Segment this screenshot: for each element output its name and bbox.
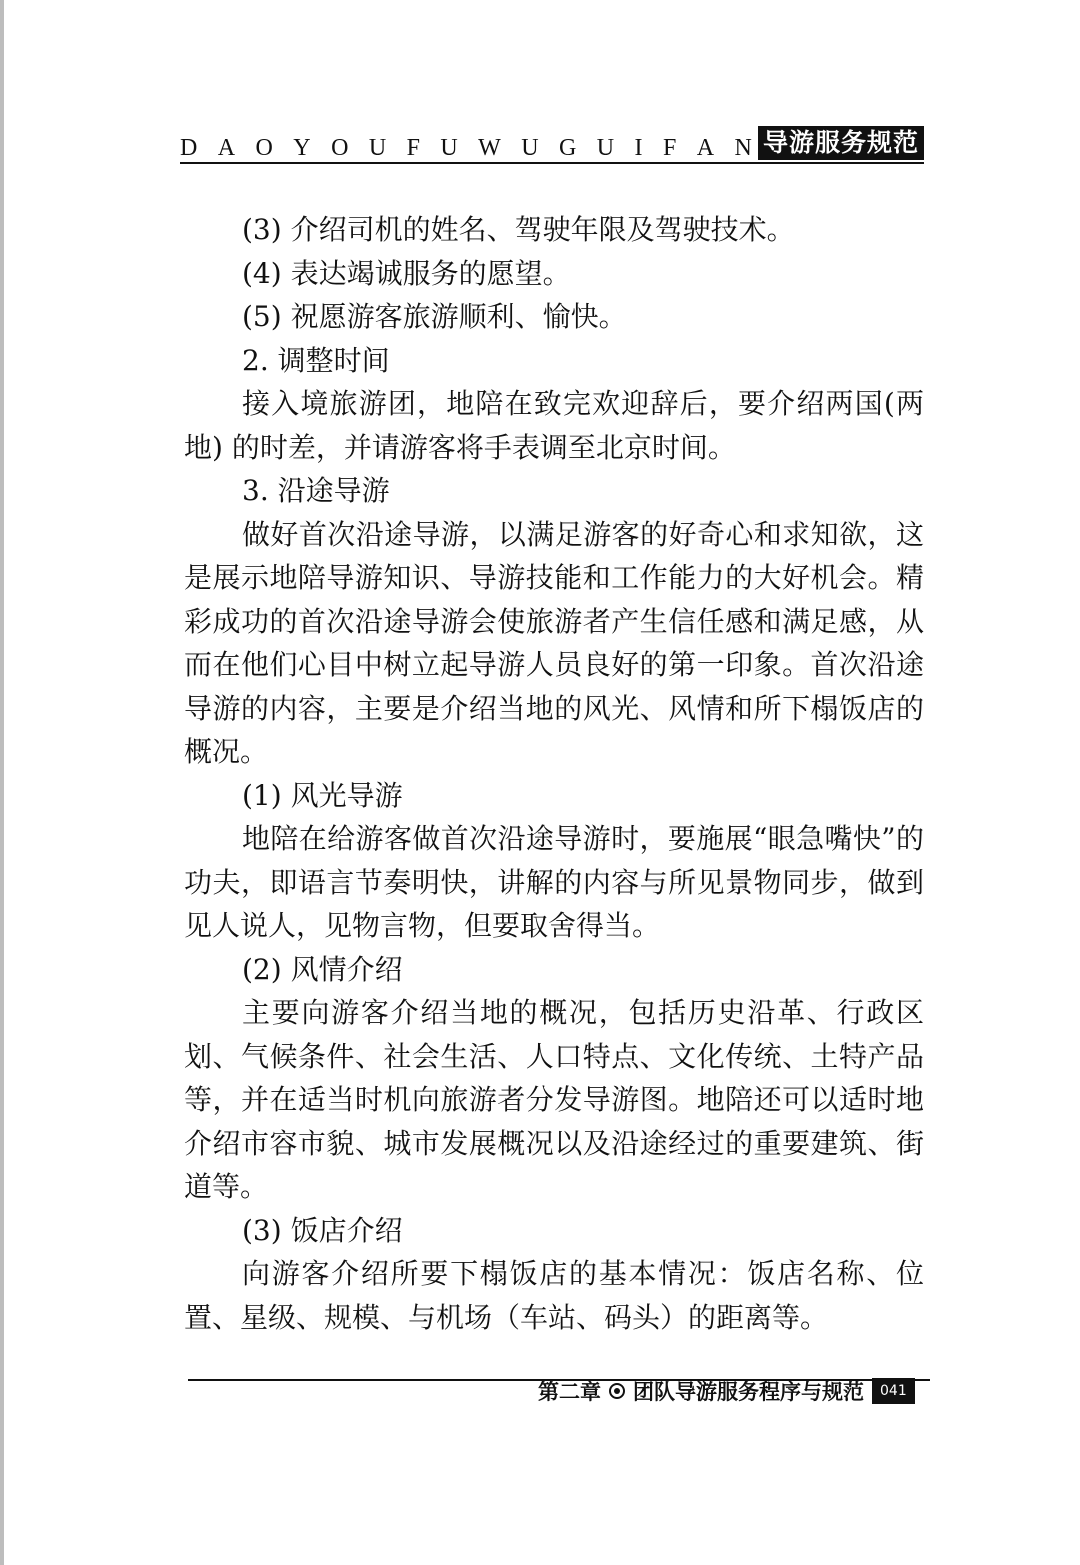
header-letter: U — [521, 135, 539, 161]
header-divider — [180, 162, 924, 164]
paragraph: 地陪在给游客做首次沿途导游时，要施展“眼急嘴快”的功夫，即语言节奏明快，讲解的内容与所见景物同步，做到见人说人，见物言物，但要取舍得当。 — [184, 822, 924, 942]
subsection-heading: (3) 饭店介绍 — [242, 1213, 403, 1247]
list-item: (5) 祝愿游客旅游顺利、愉快。 — [242, 300, 627, 333]
header-letter: F — [406, 135, 420, 161]
header-letter: I — [634, 135, 643, 161]
paragraph: 做好首次沿途导游，以满足游客的好奇心和求知欲，这是展示地陪导游知识、导游技能和工作能力的大好机会。精彩成功的首次沿途导游会使旅游者产生信任感和满足感，从而在他们心目中树立起导游人员良好的第一印象。首次沿途导游的内容，主要是介绍当地的风光、风情和所下榻饭店的概况。 — [184, 517, 924, 768]
header-letter: O — [331, 135, 349, 161]
footer-chapter: 第二章 — [538, 1380, 601, 1404]
header-letter: O — [255, 135, 273, 161]
header-letter: W — [478, 135, 501, 161]
header-letter: U — [440, 135, 458, 161]
list-item: (3) 介绍司机的姓名、驾驶年限及驾驶技术。 — [242, 213, 795, 246]
page-body — [184, 208, 924, 1339]
header-letter: Y — [293, 135, 311, 161]
list-item: (4) 表达竭诚服务的愿望。 — [242, 256, 571, 290]
header-letter: A — [696, 135, 715, 161]
page-number: 041 — [872, 1378, 915, 1404]
running-header — [180, 126, 924, 166]
subsection-heading: (2) 风情介绍 — [242, 952, 403, 986]
header-letter: F — [662, 135, 677, 161]
header-pinyin — [180, 134, 752, 162]
paragraph: 接入境旅游团，地陪在致完欢迎辞后，要介绍两国(两地) 的时差，并请游客将手表调至北京时间。 — [184, 387, 924, 464]
header-letter: A — [217, 135, 236, 161]
paragraph: 向游客介绍所要下榻饭店的基本情况：饭店名称、位置、星级、规模、与机场（车站、码头）的距离等。 — [184, 1257, 924, 1334]
subsection-heading: (1) 风光导游 — [242, 778, 403, 812]
running-footer — [538, 1374, 915, 1408]
section-heading: 3. 沿途导游 — [242, 474, 390, 507]
header-book-title: 导游服务规范 — [758, 126, 924, 160]
bullet-icon — [609, 1383, 625, 1399]
header-letter: N — [734, 135, 752, 161]
header-letter: D — [180, 135, 198, 161]
header-letter: U — [596, 135, 615, 161]
section-heading: 2. 调整时间 — [242, 343, 390, 377]
header-letter: U — [368, 135, 387, 161]
paragraph: 主要向游客介绍当地的概况，包括历史沿革、行政区划、气候条件、社会生活、人口特点、文化传统、土特产品等，并在适当时机向旅游者分发导游图。地陪还可以适时地介绍市容市貌、城市发展概况以及沿途经过的重要建筑、街道等。 — [184, 996, 924, 1203]
page-edge — [0, 0, 4, 1565]
header-letter: G — [558, 135, 577, 161]
footer-section-title: 团队导游服务程序与规范 — [633, 1380, 864, 1404]
